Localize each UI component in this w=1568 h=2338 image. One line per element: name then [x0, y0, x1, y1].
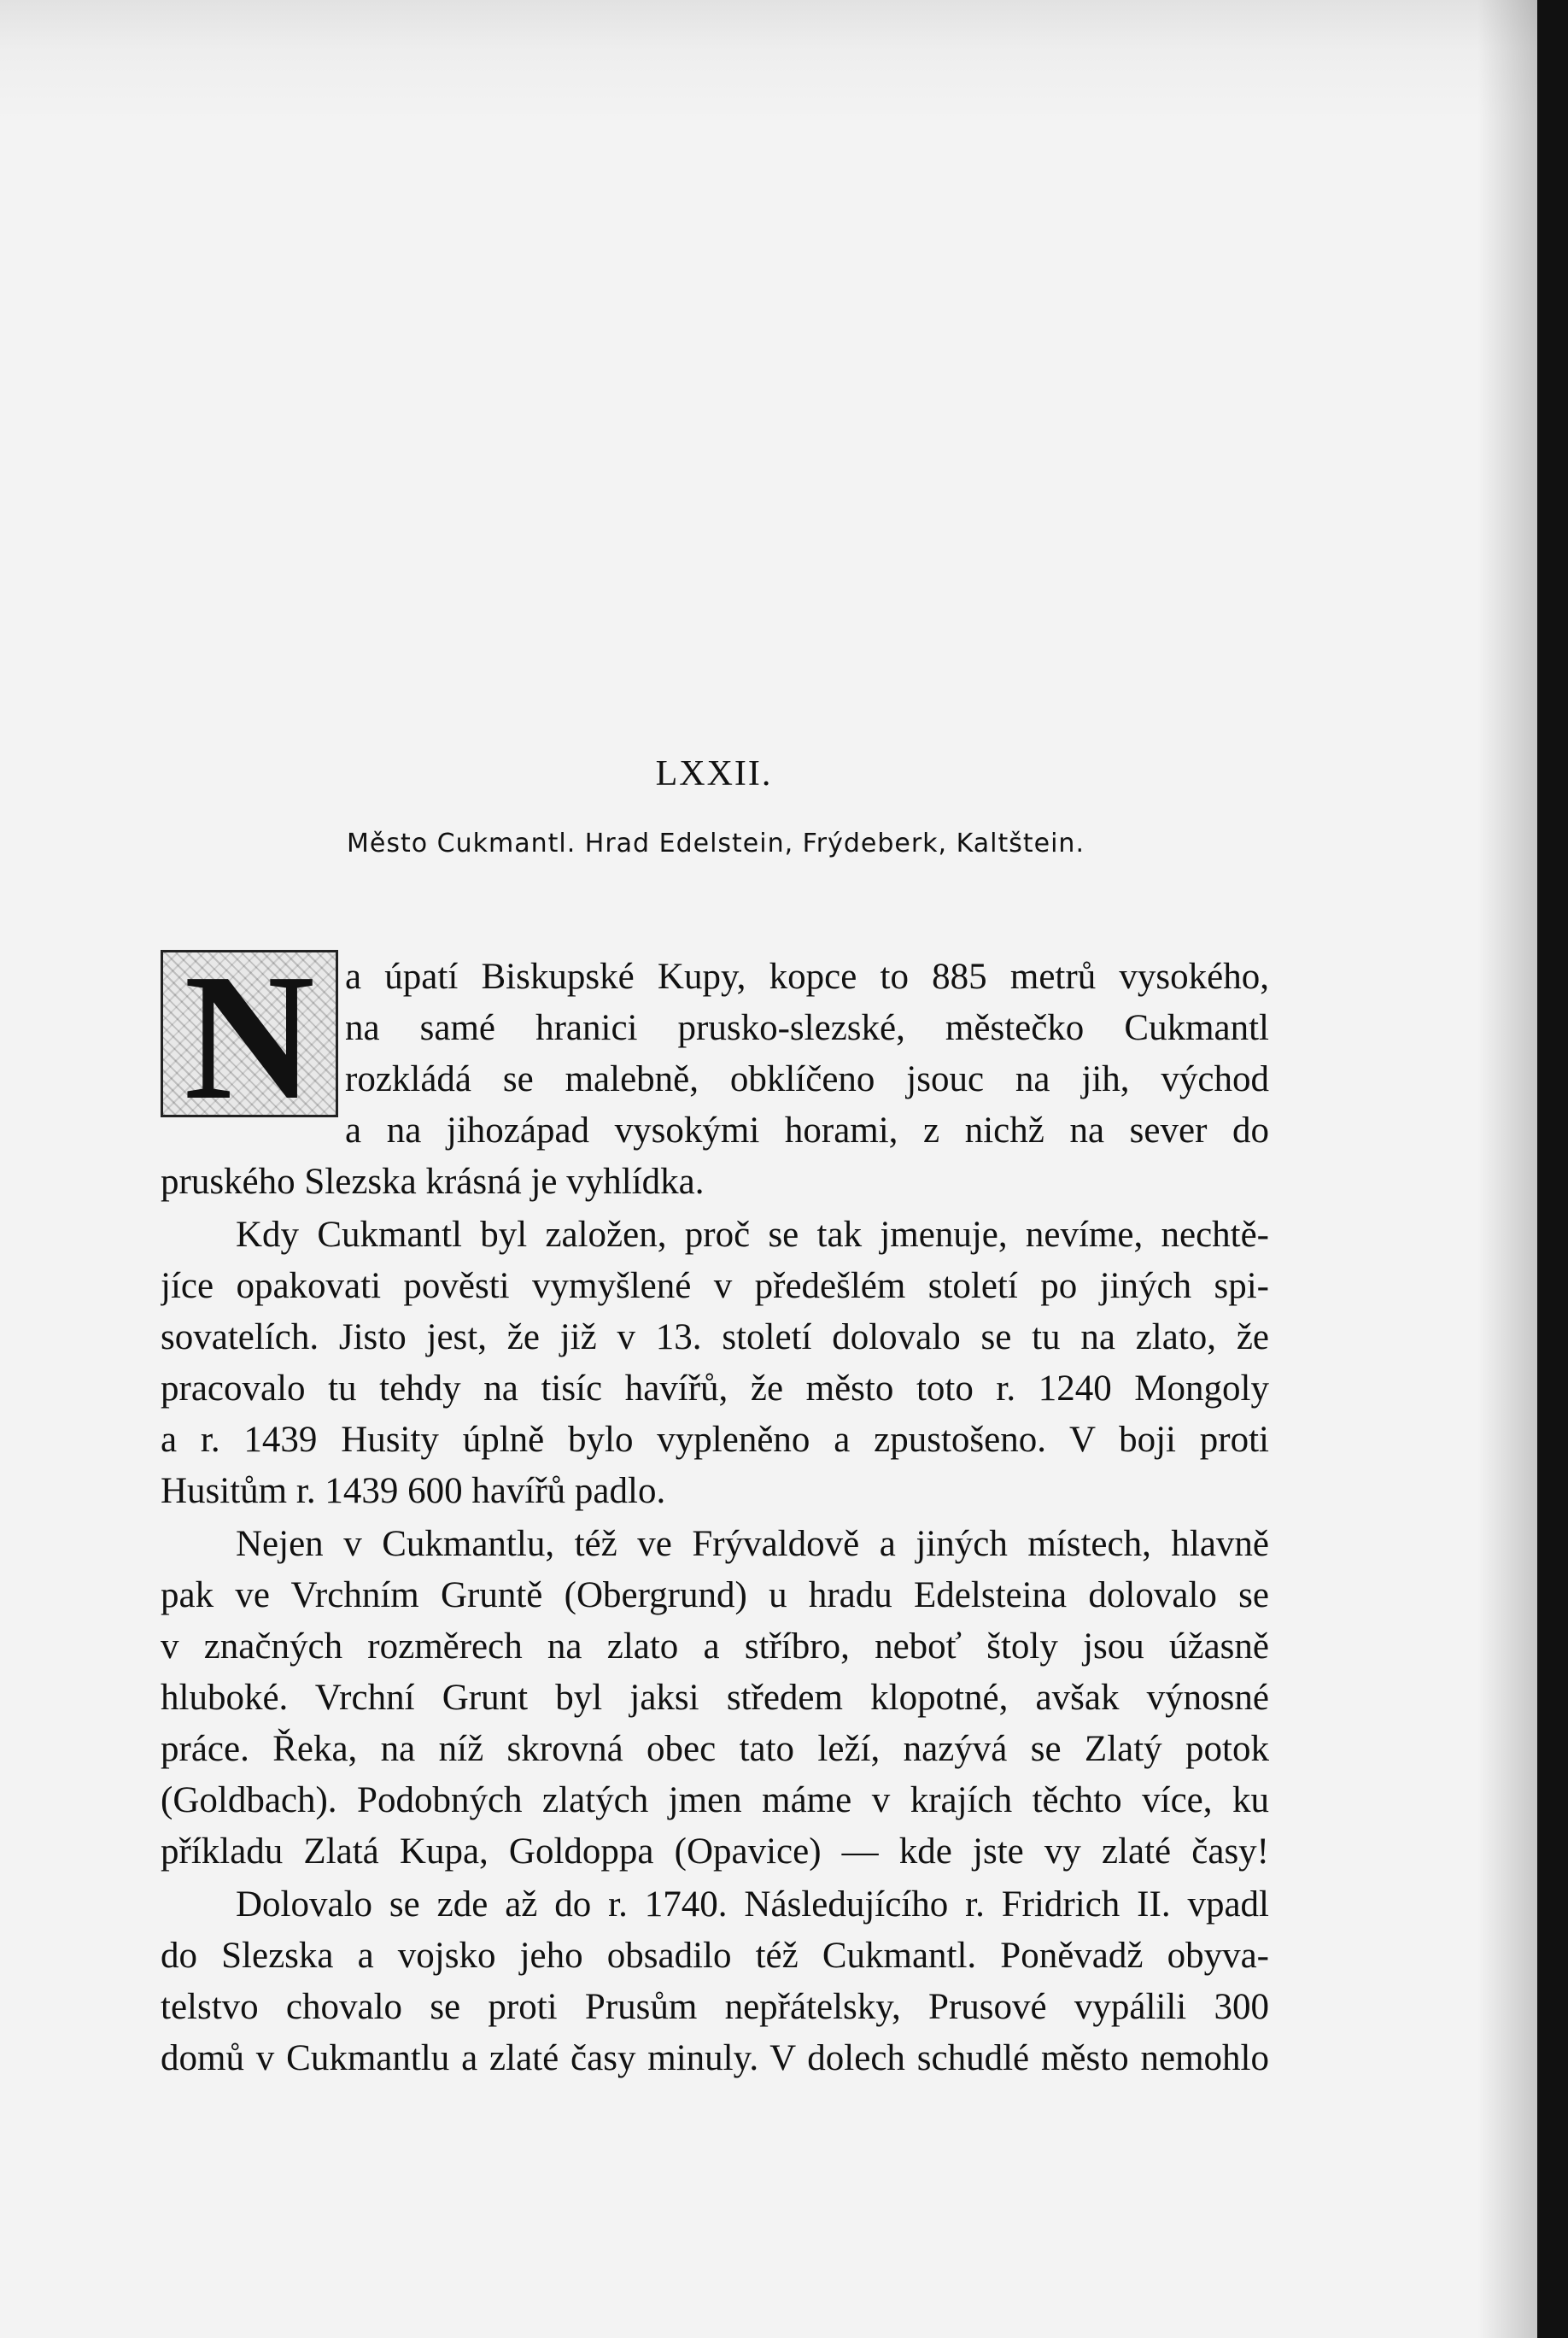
decorated-initial-letter: [161, 950, 338, 1117]
text-line: pruského Slezska krásná je vyhlídka.: [161, 1162, 705, 1202]
text-line: telstvo chovalo se proti Prusům nepřátelsky, Prusové vypálili 300: [161, 1987, 1269, 2027]
text-line: pak ve Vrchním Gruntě (Obergrund) u hradu Edelsteina dolovalo se: [161, 1575, 1269, 1615]
text-line: hluboké. Vrchní Grunt byl jaksi středem klopotné, avšak výnosné: [161, 1678, 1269, 1718]
text-line: Husitům r. 1439 600 havířů padlo.: [161, 1471, 666, 1511]
text-line: rozkládá se malebně, obklíčeno jsouc na jih, východ: [345, 1059, 1269, 1099]
text-line: sovatelích. Jisto jest, že již v 13. století dolovalo se tu na zlato, že: [161, 1317, 1269, 1357]
text-line: a na jihozápad vysokými horami, z nichž na sever do: [345, 1110, 1269, 1151]
text-line: v značných rozměrech na zlato a stříbro, neboť štoly jsou úžasně: [161, 1626, 1269, 1667]
text-line: Nejen v Cukmantlu, též ve Frývaldově a jiných místech, hlavně: [236, 1524, 1269, 1564]
text-line: Kdy Cukmantl byl založen, proč se tak jmenuje, nevíme, nechtě-: [236, 1215, 1269, 1255]
chapter-title: Město Cukmantl. Hrad Edelstein, Frýdeberk, Kaltštein.: [347, 829, 1085, 858]
text-line: jíce opakovati pověsti vymyšlené v předešlém století po jiných spi-: [161, 1266, 1269, 1306]
initial-letter: N: [184, 950, 315, 1117]
text-line: a r. 1439 Husity úplně bylo vypleněno a zpustošeno. V boji proti: [161, 1420, 1269, 1460]
text-line: (Goldbach). Podobných zlatých jmen máme v krajích těchto více, ku: [161, 1780, 1269, 1820]
chapter-number: LXXII.: [655, 754, 773, 794]
text-line: a úpatí Biskupské Kupy, kopce to 885 metrů vysokého,: [345, 957, 1269, 997]
page-edge-shadow: [1477, 0, 1537, 2338]
text-line: Dolovalo se zde až do r. 1740. Následujícího r. Fridrich II. vpadl: [236, 1884, 1269, 1925]
text-line: práce. Řeka, na níž skrovná obec tato leží, nazývá se Zlatý potok: [161, 1729, 1269, 1769]
text-line: pracovalo tu tehdy na tisíc havířů, že město toto r. 1240 Mongoly: [161, 1368, 1269, 1409]
text-line: příkladu Zlatá Kupa, Goldoppa (Opavice) — kde jste vy zlaté časy!: [161, 1831, 1269, 1872]
text-line: do Slezska a vojsko jeho obsadilo též Cukmantl. Poněvadž obyva-: [161, 1936, 1269, 1976]
text-line: na samé hranici prusko-slezské, městečko Cukmantl: [345, 1008, 1269, 1048]
text-line: domů v Cukmantlu a zlaté časy minuly. V dolech schudlé město nemohlo: [161, 2038, 1269, 2078]
